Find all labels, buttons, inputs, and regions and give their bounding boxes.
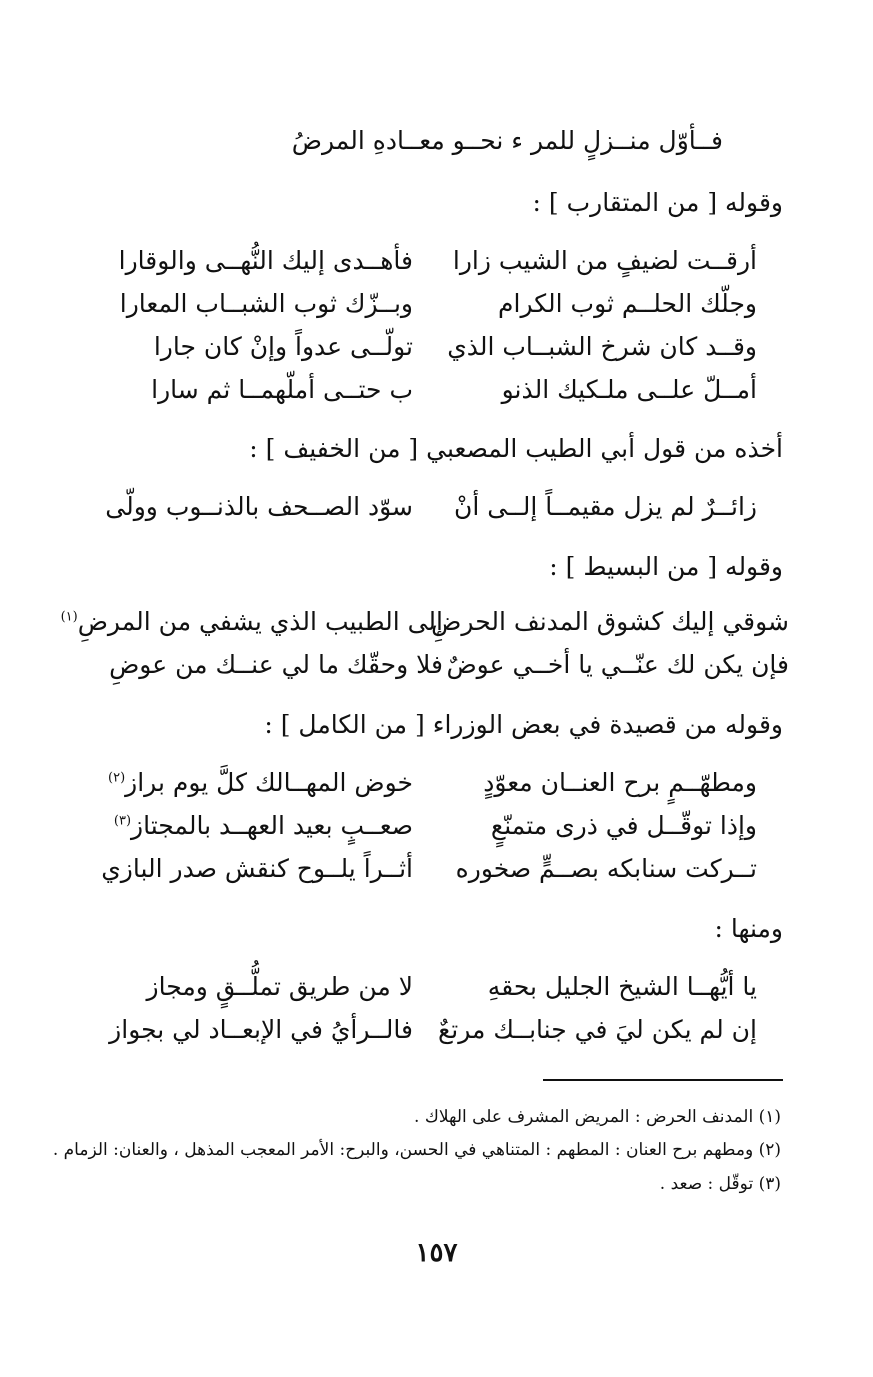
- verse-second-hemistich: أثــراً يلــوح كنقش صدر البازي: [101, 854, 413, 883]
- verse-intro: وقوله [ من البسيط ] :: [549, 552, 783, 581]
- verse-second-hemistich: [114, 806, 413, 846]
- verse-first-hemistich: أرقــت لضيفٍ من الشيب زارا: [452, 246, 757, 275]
- verse-second-hemistich: [61, 602, 443, 642]
- footnote-marker: (٢): [108, 770, 126, 786]
- verse-line: [80, 241, 783, 281]
- verse-first-hemistich: إن لم يكن ليَ في جنابــك مرتعٌ: [437, 1015, 757, 1044]
- verse-line: [80, 806, 783, 846]
- verse-second-hemistich: فأهــدى إليك النُّهــى والوقارا: [118, 246, 413, 275]
- verse-line: [80, 284, 783, 324]
- verse-second-hemistich: تولّــى عدواً وإنْ كان جارا: [153, 332, 413, 361]
- verse-intro: وقوله [ من المتقارب ] :: [532, 188, 783, 217]
- verse-second-hemistich: لا من طريق تملُّــقٍ ومجاز: [146, 972, 413, 1001]
- verse-line: [80, 763, 783, 803]
- verse-second-hemistich: فالــرأيُ في الإبعــاد لي بجواز: [109, 1015, 413, 1044]
- verse-first-hemistich: ومطهّــمٍ برح العنــان معوّدٍ: [483, 768, 757, 797]
- verse-line: [80, 121, 783, 161]
- verse-second-hemistich: سوّد الصــحف بالذنــوب وولّى: [105, 492, 413, 521]
- footnote: (١) المدنف الحرض : المريض المشرف على الهلاك .: [414, 1107, 781, 1127]
- verse-line: [70, 645, 789, 685]
- verse-first-hemistich: وإذا توقّــل في ذرى متمنّعٍ: [490, 811, 757, 840]
- verse-first-hemistich: يا أيُّهــا الشيخ الجليل بحقهِ: [487, 972, 757, 1001]
- footnote-marker: (٣): [113, 813, 132, 829]
- verse-intro: ومنها :: [714, 914, 783, 943]
- verse-second-hemistich: فلا وحقّك ما لي عنــك من عوضِ: [109, 650, 443, 679]
- verse-line: [80, 849, 783, 889]
- footnote-marker: (١): [60, 609, 78, 625]
- footnote-divider: [543, 1079, 783, 1081]
- verse-first-hemistich: شوقي إليك كشوق المدنف الحرضِ: [431, 607, 789, 636]
- verse-intro: أخذه من قول أبي الطيب المصعبي [ من الخفيف ] :: [249, 434, 783, 463]
- verse-full-line: فــأوّل منــزلٍ للمر ء نحــو معــادهِ المرضُ: [291, 126, 723, 155]
- verse-second-hemistich: وبــزّك ثوب الشبــاب المعارا: [119, 289, 413, 318]
- footnote: (٢) ومطهم برح العنان : المطهم : المتناهي في الحسن، والبرح: الأمر المعجب المذهل ، والعنان: الزمام .: [52, 1140, 781, 1160]
- verse-line: [60, 602, 789, 642]
- verse-first-hemistich: وقــد كان شرخ الشبــاب الذي: [447, 332, 757, 361]
- verse-first-hemistich: أمــلّ علــى ملـكيك الذنو: [501, 375, 757, 404]
- verse-second-text: خوض المهــالك كلَّ يوم براز: [125, 768, 413, 797]
- verse-intro: وقوله من قصيدة في بعض الوزراء [ من الكامل ] :: [264, 710, 783, 739]
- verse-second-text: صعــبٍ بعيد العهــد بالمجتاز: [131, 811, 413, 840]
- verse-line: [80, 327, 783, 367]
- verse-line: [80, 370, 783, 410]
- page-number: ١٥٧: [415, 1238, 458, 1268]
- verse-line: [80, 1010, 783, 1050]
- verse-second-hemistich: ب حتــى أملّهمــا ثم سارا: [151, 375, 413, 404]
- verse-first-hemistich: وجلّك الحلــم ثوب الكرام: [498, 289, 757, 318]
- verse-first-hemistich: تــركت سنابكه بصــمٍّ صخوره: [455, 854, 757, 883]
- verse-first-hemistich: زائــرٌ لم يزل مقيمــاً إلــى أنْ: [454, 492, 757, 521]
- verse-line: [80, 487, 783, 527]
- verse-line: [80, 967, 783, 1007]
- verse-second-hemistich: [108, 763, 413, 803]
- footnote: (٣) توقّل : صعد .: [659, 1174, 781, 1194]
- verse-first-hemistich: فإن يكن لك عنّــي يا أخــي عوضٌ: [446, 650, 789, 679]
- verse-second-text: إلى الطبيب الذي يشفي من المرضِ: [77, 607, 443, 636]
